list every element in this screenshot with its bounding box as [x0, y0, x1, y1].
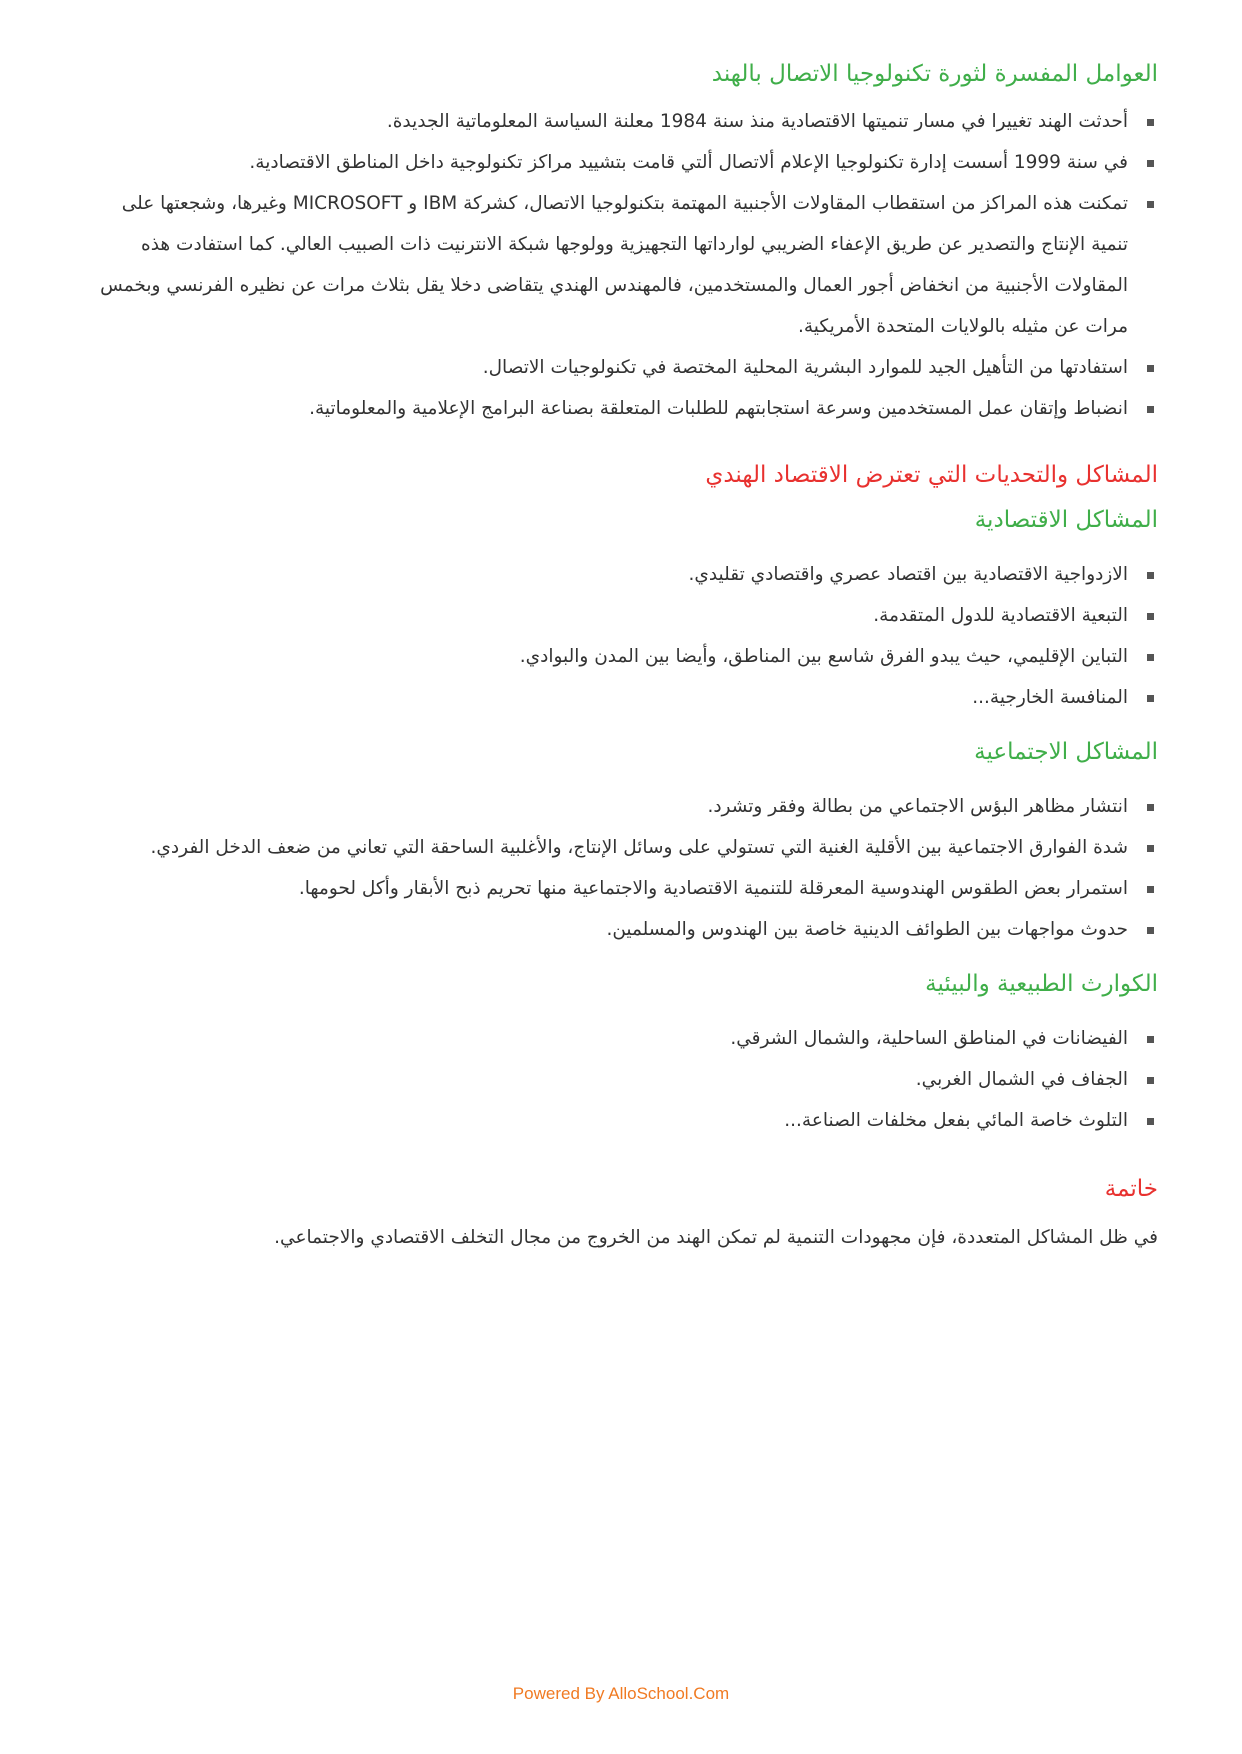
section-heading-economic: المشاكل الاقتصادية — [974, 507, 1158, 533]
section-heading-social: المشاكل الاجتماعية — [974, 739, 1158, 765]
conclusion-text: في ظل المشاكل المتعددة، فإن مجهودات التنمية لم تمكن الهند من الخروج من مجال التخلف الاقتصادي والاجتماعي. — [274, 1227, 1158, 1248]
list-item: استمرار بعض الطقوس الهندوسية المعرقلة للتنمية الاقتصادية والاجتماعية منها تحريم ذبح الأبقار وأكل لحومها. — [90, 868, 1158, 909]
list-item: المنافسة الخارجية... — [90, 677, 1158, 718]
list-item: انضباط وإتقان عمل المستخدمين وسرعة استجابتهم للطلبات المتعلقة بصناعة البرامج الإعلامية والمعلوماتية. — [90, 388, 1158, 429]
section-heading-disasters: الكوارث الطبيعية والبيئية — [925, 971, 1158, 997]
list-item: في سنة 1999 أسست إدارة تكنولوجيا الإعلام ألاتصال ألتي قامت بتشييد مراكز تكنولوجية داخل المناطق الاقتصادية. — [90, 142, 1158, 183]
footer-powered-by: Powered By AlloSchool.Com — [512, 1684, 730, 1703]
social-problems-list — [90, 786, 1158, 950]
factors-list — [90, 101, 1158, 429]
list-item: التبعية الاقتصادية للدول المتقدمة. — [90, 595, 1158, 636]
list-item: حدوث مواجهات بين الطوائف الدينية خاصة بين الهندوس والمسلمين. — [90, 909, 1158, 950]
list-item: الفيضانات في المناطق الساحلية، والشمال الشرقي. — [90, 1018, 1158, 1059]
list-item: استفادتها من التأهيل الجيد للموارد البشرية المحلية المختصة في تكنولوجيات الاتصال. — [90, 347, 1158, 388]
conclusion-heading: خاتمة — [1104, 1176, 1158, 1202]
section-heading-factors: العوامل المفسرة لثورة تكنولوجيا الاتصال بالهند — [711, 61, 1158, 87]
list-item: التباين الإقليمي، حيث يبدو الفرق شاسع بين المناطق، وأيضا بين المدن والبوادي. — [90, 636, 1158, 677]
document-content — [90, 54, 1158, 1258]
list-item: شدة الفوارق الاجتماعية بين الأقلية الغنية التي تستولي على وسائل الإنتاج، والأغلبية الساحقة التي تعاني من ضعف الدخل الفردي. — [90, 827, 1158, 868]
list-item: التلوث خاصة المائي بفعل مخلفات الصناعة... — [90, 1100, 1158, 1141]
list-item: الازدواجية الاقتصادية بين اقتصاد عصري واقتصادي تقليدي. — [90, 554, 1158, 595]
economic-problems-list — [90, 554, 1158, 718]
list-item: تمكنت هذه المراكز من استقطاب المقاولات الأجنبية المهتمة بتكنولوجيا الاتصال، كشركة IBM و MICROSOFT وغيرها، وشجعتها على تنمية الإنتاج والتصدير عن طريق الإعفاء الضريبي لوارداتها التجهيزية وولوجها شبكة الانترنيت ذات الصبيب العالي. كما استفادت هذه المقاولات الأجنبية من انخفاض أجور العمال والمستخدمين، فالمهندس الهندي يتقاضى دخلا يقل بثلاث مرات عن نظيره الفرنسي وبخمس مرات عن مثيله بالولايات المتحدة الأمريكية. — [90, 183, 1158, 347]
list-item: الجفاف في الشمال الغربي. — [90, 1059, 1158, 1100]
disasters-list — [90, 1018, 1158, 1141]
list-item: أحدثت الهند تغييرا في مسار تنميتها الاقتصادية منذ سنة 1984 معلنة السياسة المعلوماتية الجديدة. — [90, 101, 1158, 142]
main-heading-problems: المشاكل والتحديات التي تعترض الاقتصاد الهندي — [705, 462, 1158, 488]
list-item: انتشار مظاهر البؤس الاجتماعي من بطالة وفقر وتشرد. — [90, 786, 1158, 827]
